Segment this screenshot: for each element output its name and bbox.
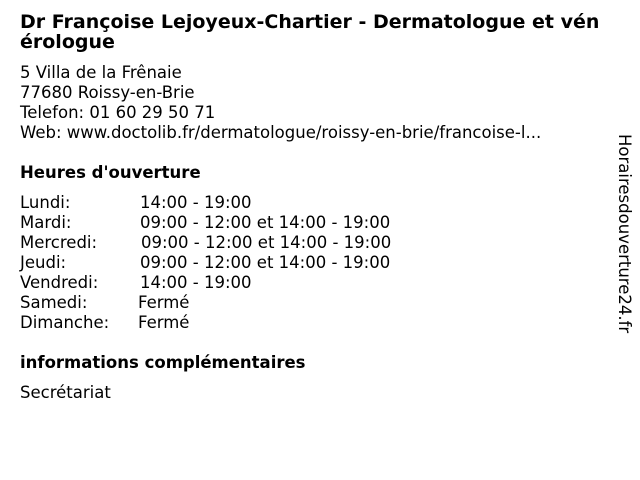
city-postal-code: 77680 Roissy-en-Brie xyxy=(20,83,195,102)
site-watermark: Horairesdouverture24.fr xyxy=(615,134,634,334)
hours-row-mardi xyxy=(20,213,610,233)
day-hours: 14:00 - 19:00 xyxy=(140,273,252,292)
hours-row-lundi xyxy=(20,193,610,213)
day-label: Dimanche: xyxy=(20,313,110,332)
day-hours: 09:00 - 12:00 et 14:00 - 19:00 xyxy=(141,233,392,252)
day-hours: 09:00 - 12:00 et 14:00 - 19:00 xyxy=(140,213,391,232)
day-label: Lundi: xyxy=(20,193,71,212)
hours-row-jeudi xyxy=(20,253,610,273)
hours-row-vendredi xyxy=(20,273,610,293)
opening-hours-heading: Heures d'ouverture xyxy=(20,163,201,182)
business-title: Dr Françoise Lejoyeux-Chartier - Dermatologue et vénérologue xyxy=(20,11,600,53)
business-listing xyxy=(20,12,610,403)
phone-number[interactable]: Telefon: 01 60 29 50 71 xyxy=(20,103,216,122)
day-label: Samedi: xyxy=(20,293,88,312)
opening-hours-table xyxy=(20,193,610,333)
day-hours: Fermé xyxy=(138,313,190,332)
day-label: Mardi: xyxy=(20,213,72,232)
website-link[interactable]: Web: www.doctolib.fr/dermatologue/roissy-en-brie/francoise-l... xyxy=(20,123,542,142)
hours-row-dimanche xyxy=(20,313,610,333)
contact-block xyxy=(20,63,610,143)
hours-row-mercredi xyxy=(20,233,610,253)
day-hours: 14:00 - 19:00 xyxy=(140,193,252,212)
hours-row-samedi xyxy=(20,293,610,313)
street-address: 5 Villa de la Frênaie xyxy=(20,63,182,82)
day-hours: Fermé xyxy=(138,293,190,312)
day-label: Vendredi: xyxy=(20,273,99,292)
day-label: Jeudi: xyxy=(20,253,67,272)
day-label: Mercredi: xyxy=(20,233,98,252)
additional-info-text: Secrétariat xyxy=(20,383,111,402)
additional-info-heading: informations complémentaires xyxy=(20,353,306,372)
day-hours: 09:00 - 12:00 et 14:00 - 19:00 xyxy=(140,253,391,272)
